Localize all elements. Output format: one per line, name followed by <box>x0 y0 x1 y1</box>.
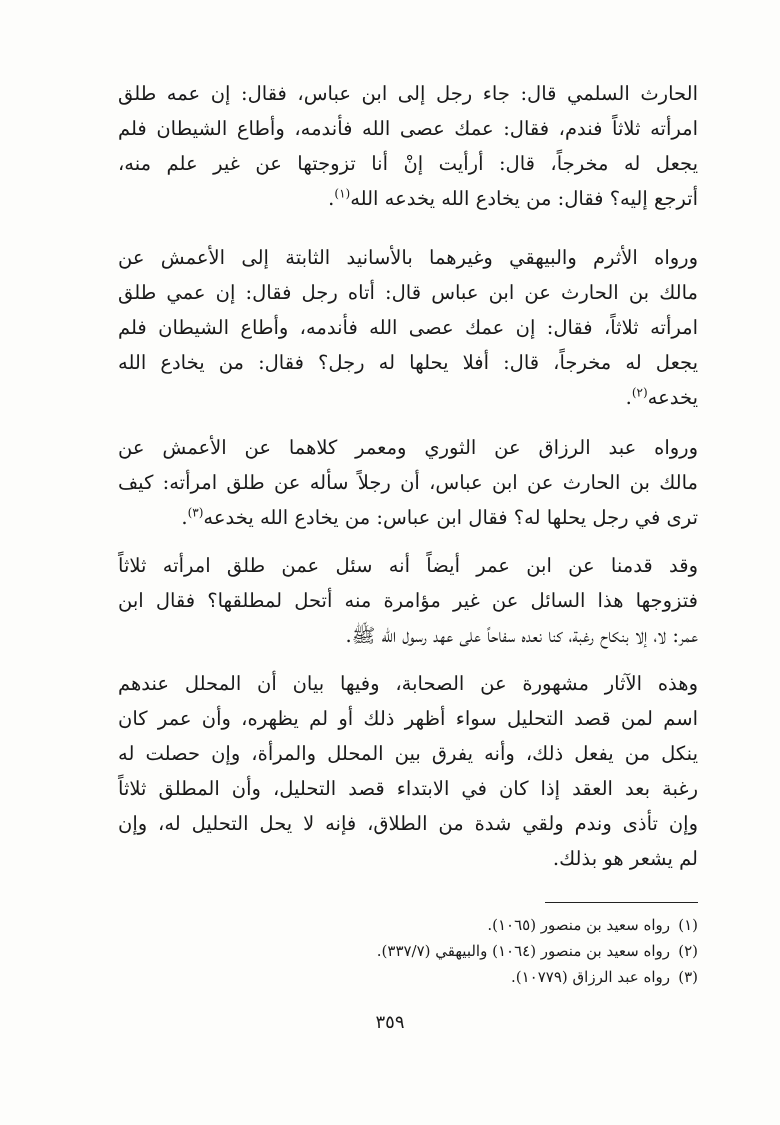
text-line: يجعل له مخرجاً، قال: أفلا يحلها له رجل؟ فقال: من يخادع الله <box>118 351 698 374</box>
text-line: مالك بن الحارث عن ابن عباس، أن رجلاً سأله عن طلق امرأته: كيف <box>118 471 698 494</box>
text-line-content: ترى في رجل يحلها له؟ فقال ابن عباس: من يخادع الله يخدعه <box>203 506 698 529</box>
text-line: الحارث السلمي قال: جاء رجل إلى ابن عباس، فقال: إن عمه طلق <box>118 82 698 105</box>
footnote-1 <box>118 912 698 938</box>
text-line-content: أترجع إليه؟ فقال: من يخادع الله يخدعه الله <box>350 187 698 210</box>
page-number: ٣٥٩ <box>375 1012 405 1033</box>
text-line-content: يخدعه <box>647 386 698 409</box>
paragraph-1 <box>118 76 698 216</box>
text-line: وإن تأذى وندم ولقي شدة من الطلاق، فإنه لا يحل التحليل له، وإن <box>118 812 698 835</box>
text-line: ورواه عبد الرزاق عن الثوري ومعمر كلاهما عن الأعمش عن <box>118 436 698 459</box>
text-line: مالك بن الحارث عن ابن عباس قال: أتاه رجل فقال: إن عمي طلق <box>118 281 698 304</box>
footnote-text: رواه سعيد بن منصور (١٠٦٥). <box>487 916 670 934</box>
text-line: امرأته ثلاثاً فندم، فقال: عمك عصى الله فأندمه، وأطاع الشيطان فلم <box>118 117 698 140</box>
paragraph-5 <box>118 666 698 876</box>
text-line-last: لم يشعر هو بذلك. <box>552 847 698 870</box>
text-line: يجعل له مخرجاً، قال: أرأيت إنْ أنا تزوجتها عن غير علم منه، <box>118 152 698 175</box>
paragraph-4 <box>118 548 698 653</box>
footnote-separator <box>545 902 698 903</box>
text-line-last: أترجع إليه؟ فقال: من يخادع الله يخدعه الله$^{(١)}$. <box>328 186 698 210</box>
footnote-text: رواه سعيد بن منصور (١٠٦٤) والبيهقي (٣٣٧/٧). <box>376 942 670 960</box>
text-line: امرأته ثلاثاً، فقال: إن عمك عصى الله فأندمه، وأطاع الشيطان فلم <box>118 316 698 339</box>
footnote-2 <box>118 938 698 964</box>
footnote-number: (٣) <box>678 968 698 986</box>
paragraph-2 <box>118 240 698 415</box>
text-line: ينكل من يفعل ذلك، وأنه يفرق بين المحلل والمرأة، وإن حصلت له <box>118 742 698 765</box>
footnote-ref-2[interactable]: (٢) <box>631 385 648 400</box>
footnotes <box>118 912 698 990</box>
text-line: اسم لمن قصد التحليل سواء أظهر ذلك أو لم يظهره، وأن عمر كان <box>118 707 698 730</box>
paragraph-3 <box>118 430 698 535</box>
text-line: وقد قدمنا عن ابن عمر أيضاً أنه سئل عمن طلق امرأته ثلاثاً <box>118 554 698 577</box>
text-line: رغبة بعد العقد إذا كان في الابتداء قصد التحليل، وأن المطلق ثلاثاً <box>118 777 698 800</box>
footnote-number: (١) <box>678 916 698 934</box>
text-line: وهذه الآثار مشهورة عن الصحابة، وفيها بيان أن المحلل عندهم <box>118 672 698 695</box>
text-line-last: يخدعه$^{(٢)}$. <box>625 385 698 409</box>
footnote-number: (٢) <box>678 942 698 960</box>
text-line: ورواه الأثرم والبيهقي وغيرهما بالأسانيد الثابتة إلى الأعمش عن <box>118 246 698 269</box>
text-line-last: ترى في رجل يحلها له؟ فقال ابن عباس: من يخادع الله يخدعه$^{(٣)}$. <box>181 505 698 529</box>
text-line: فتزوجها هذا السائل عن غير مؤامرة منه أتحل لمطلقها؟ فقال ابن <box>118 589 698 612</box>
text-line-last: عمر: لا، إلا بنكاح رغبة، كنا نعده سفاحاً على عهد رسول الله ﷺ. <box>345 624 698 647</box>
footnote-3 <box>118 964 698 990</box>
footnote-text: رواه عبد الرزاق (١٠٧٧٩). <box>510 968 670 986</box>
footnote-ref-1[interactable]: (١) <box>334 186 351 201</box>
footnote-ref-3[interactable]: (٣) <box>187 505 204 520</box>
